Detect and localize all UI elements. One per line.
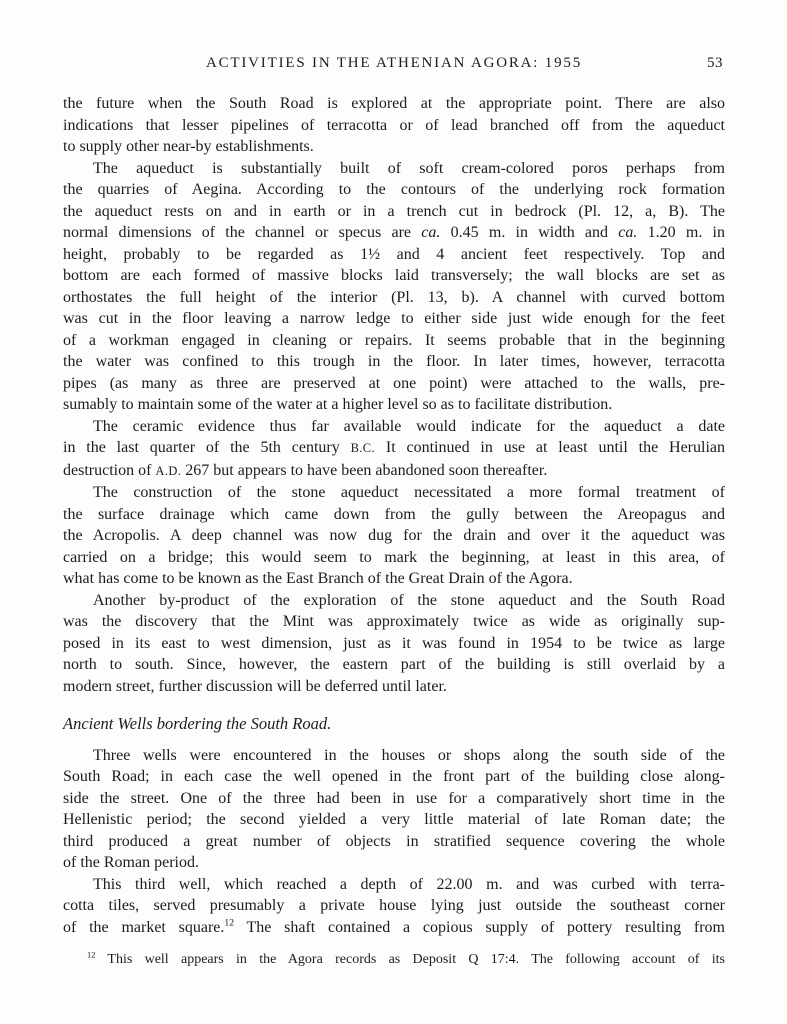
paragraph: [63, 482, 725, 590]
text-line: [63, 394, 725, 416]
text-line: [63, 287, 725, 309]
text-segment: ca.: [618, 224, 638, 241]
page-body: [63, 93, 725, 969]
text-line: [63, 437, 725, 460]
text-segment: This well appears in the Agora records as Deposit Q 17:4. The following account of its: [95, 952, 725, 967]
text-segment: the aqueduct rests on and in earth or in a trench cut in bedrock (Pl. 12, a, B). The: [63, 202, 725, 220]
text-segment: The shaft contained a copious supply of pottery resulting from: [234, 918, 725, 936]
text-line: [63, 179, 725, 201]
text-line: [63, 93, 725, 115]
text-line: [63, 950, 725, 969]
text-segment: was cut in the floor leaving a narrow ledge to either side just wide enough for the feet: [63, 310, 725, 327]
page-header: [63, 54, 725, 72]
text-line: [63, 568, 725, 590]
running-head: ACTIVITIES IN THE ATHENIAN AGORA: 1955: [205, 55, 583, 71]
text-line: [63, 460, 725, 483]
text-line: [63, 547, 725, 569]
paragraph: [63, 874, 725, 939]
text-segment: the Acropolis. A deep channel was now dug for the drain and over it the aqueduct was: [63, 527, 725, 544]
text-segment: The ceramic evidence thus far available would indicate for the aqueduct a date: [93, 417, 725, 435]
text-line: [63, 676, 725, 698]
text-segment: indications that lesser pipelines of terracotta or of lead branched off from the aqueduct: [63, 116, 725, 134]
text-line: [63, 115, 725, 137]
text-segment: orthostates the full height of the interior (Pl. 13, b). A channel with curved bottom: [63, 288, 725, 306]
text-segment: was the discovery that the Mint was approximately twice as wide as originally sup-: [63, 613, 725, 630]
text-line: [63, 611, 725, 633]
text-line: [63, 504, 725, 526]
text-line: [63, 874, 725, 896]
text-segment: South Road; in each case the well opened in the front part of the building close along-: [63, 768, 725, 785]
text-line: [63, 745, 725, 767]
text-line: [63, 201, 725, 223]
text-segment: posed in its east to west dimension, just as it was found in 1954 to be twice as large: [63, 634, 725, 652]
text-segment: bottom are each formed of massive blocks laid transversely; the wall blocks are set as: [63, 267, 725, 284]
text-line: [63, 895, 725, 917]
text-line: [63, 654, 725, 676]
text-segment: of the Roman period.: [63, 854, 199, 871]
text-line: [63, 330, 725, 352]
text-line: [63, 416, 725, 438]
text-segment: height, probably to be regarded as 1½ and 4 ancient feet respectively. Top and: [63, 245, 725, 263]
text-segment: in the last quarter of the 5th century: [63, 439, 351, 456]
text-line: [63, 136, 725, 158]
text-segment: 267 but appears to have been abandoned soon thereafter.: [181, 461, 548, 479]
text-segment: 1.20 m. in: [637, 224, 726, 241]
text-segment: what has come to be known as the East Branch of the Great Drain of the Agora.: [63, 570, 573, 587]
text-line: [63, 482, 725, 504]
text-segment: carried on a bridge; this would seem to mark the beginning, at least in this area, of: [63, 548, 725, 566]
text-line: [63, 308, 725, 330]
text-segment: to supply other near-by establishments.: [63, 138, 314, 155]
text-segment: sumably to maintain some of the water at a higher level so as to facilitate distribution.: [63, 396, 613, 413]
text-segment: the water was confined to this trough in the floor. In later times, however, terracotta: [63, 353, 725, 370]
text-segment: cotta tiles, served presumably a private house lying just outside the southeast corner: [63, 897, 725, 914]
text-segment: The aqueduct is substantially built of soft cream-colored poros perhaps from: [93, 159, 725, 177]
text-segment: pipes (as many as three are preserved at one point) were attached to the walls, pre-: [63, 374, 725, 392]
text-line: [63, 244, 725, 266]
text-segment: destruction of: [63, 461, 156, 479]
text-segment: A.D.: [155, 463, 182, 478]
text-segment: normal dimensions of the channel or specus are: [63, 224, 422, 241]
section-heading: Ancient Wells bordering the South Road.: [63, 714, 332, 733]
text-line: [63, 158, 725, 180]
text-segment: Another by-product of the exploration of the stone aqueduct and the South Road: [93, 591, 725, 609]
text-line: [63, 633, 725, 655]
text-line: [63, 525, 725, 547]
text-line: [63, 831, 725, 853]
footnote-marker: 12: [224, 917, 234, 929]
text-segment: 0.45 m. in width and: [440, 224, 619, 241]
text-line: [63, 590, 725, 612]
text-segment: the future when the South Road is explored at the appropriate point. There are also: [63, 95, 725, 112]
text-segment: side the street. One of the three had been in use for a comparatively short time in the: [63, 789, 725, 807]
text-segment: north to south. Since, however, the eastern part of the building is still overlaid by a: [63, 656, 725, 673]
text-segment: It continued in use at least until the Herulian: [375, 439, 725, 456]
text-line: [63, 373, 725, 395]
text-segment: the quarries of Aegina. According to the contours of the underlying rock formation: [63, 181, 725, 198]
paragraph: [63, 745, 725, 874]
paragraph: [63, 590, 725, 698]
text-segment: Three wells were encountered in the houses or shops along the south side of the: [93, 746, 725, 764]
text-segment: B.C.: [350, 441, 376, 455]
text-segment: ca.: [421, 224, 441, 241]
text-segment: of a workman engaged in cleaning or repairs. It seems probable that in the beginning: [63, 331, 725, 349]
text-segment: third produced a great number of objects in stratified sequence covering the whole: [63, 832, 725, 850]
paragraph: [63, 158, 725, 416]
text-line: [63, 222, 725, 244]
text-line: [63, 351, 725, 373]
text-segment: The construction of the stone aqueduct necessitated a more formal treatment of: [93, 484, 725, 501]
paragraph: [63, 416, 725, 483]
text-segment: the surface drainage which came down from the gully between the Areopagus and: [63, 505, 725, 523]
paragraph: [63, 93, 725, 158]
text-segment: Hellenistic period; the second yielded a very little material of late Roman date; the: [63, 811, 725, 828]
text-segment: modern street, further discussion will be deferred until later.: [63, 677, 447, 695]
page-number: 53: [707, 55, 723, 71]
text-segment: This third well, which reached a depth of 22.00 m. and was curbed with terra-: [93, 875, 725, 893]
text-line: [63, 917, 725, 939]
footnote: [63, 950, 725, 969]
text-line: [63, 788, 725, 810]
text-line: [63, 265, 725, 287]
text-line: [63, 852, 725, 874]
text-line: [63, 766, 725, 788]
text-line: [63, 809, 725, 831]
text-segment: of the market square.: [63, 918, 225, 936]
footnote-marker: 12: [87, 950, 96, 960]
